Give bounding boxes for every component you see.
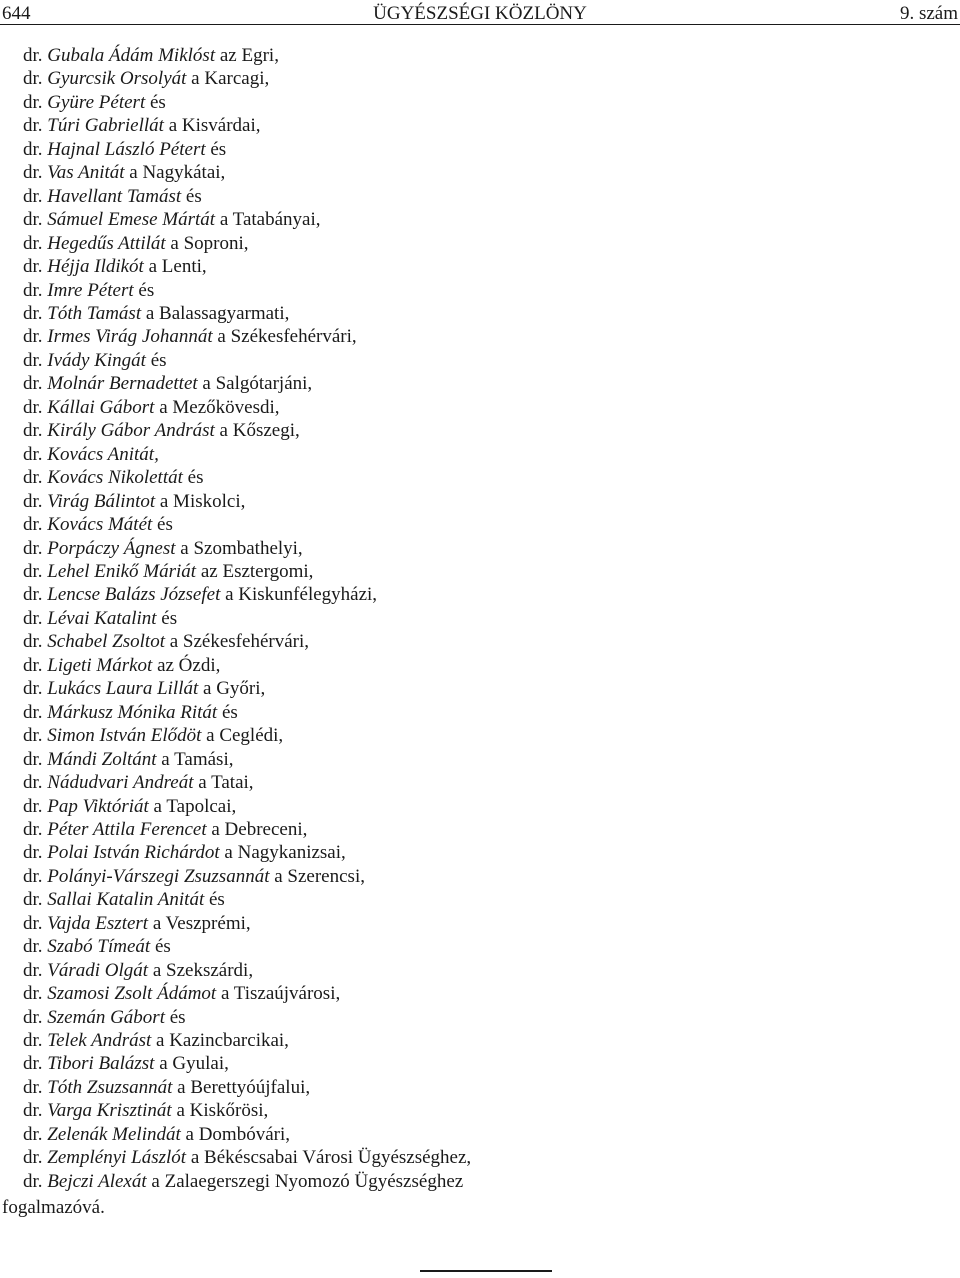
office-suffix: a Tiszaújvárosi, (220, 983, 341, 1005)
title-prefix: dr. (23, 514, 43, 536)
title-prefix: dr. (23, 490, 43, 512)
person-name: Kovács Nikolettát (47, 467, 183, 489)
office-suffix: a Tapolcai, (153, 795, 237, 817)
header-divider (0, 24, 960, 25)
title-prefix: dr. (23, 701, 43, 723)
office-suffix: a Nagykanizsai, (224, 842, 346, 864)
person-name: Kovács Anitát, (47, 443, 159, 465)
title-prefix: dr. (23, 326, 43, 348)
person-name: Márkusz Mónika Ritát (47, 701, 218, 723)
list-item (23, 748, 471, 771)
list-item (23, 583, 471, 606)
office-suffix: a Ceglédi, (206, 725, 284, 747)
person-name: Sallai Katalin Anitát (47, 889, 205, 911)
list-item (23, 724, 471, 747)
list-item (23, 959, 471, 982)
person-name: Zelenák Melindát (47, 1123, 181, 1145)
title-prefix: dr. (23, 537, 43, 559)
list-item (23, 560, 471, 583)
office-suffix: a Miskolci, (159, 490, 246, 512)
person-name: Vas Anitát (47, 162, 125, 184)
title-prefix: dr. (23, 138, 43, 160)
person-name: Porpáczy Ágnest (47, 537, 176, 559)
list-item (23, 91, 471, 114)
list-item (23, 443, 471, 466)
office-suffix: a Balassagyarmati, (145, 302, 290, 324)
office-suffix: a Berettyóújfalui, (177, 1076, 311, 1098)
list-item (23, 630, 471, 653)
list-item (23, 396, 471, 419)
title-prefix: dr. (23, 68, 43, 90)
title-prefix: dr. (23, 912, 43, 934)
list-item (23, 771, 471, 794)
office-suffix: a Lenti, (148, 256, 207, 278)
office-suffix: és (185, 185, 202, 207)
person-name: Kállai Gábort (47, 396, 155, 418)
office-suffix: a Tatai, (198, 772, 254, 794)
person-name: Polányi-Várszegi Zsuzsannát (47, 865, 270, 887)
person-name: Sámuel Emese Mártát (47, 209, 216, 231)
person-name: Túri Gabriellát (47, 115, 164, 137)
title-prefix: dr. (23, 936, 43, 958)
title-prefix: dr. (23, 349, 43, 371)
title-prefix: dr. (23, 1100, 43, 1122)
office-suffix: és (149, 91, 166, 113)
person-name: Tóth Zsuzsannát (47, 1076, 173, 1098)
office-suffix: és (208, 889, 225, 911)
title-prefix: dr. (23, 1006, 43, 1028)
person-name: Szemán Gábort (47, 1006, 165, 1028)
office-suffix: a Kiskőrösi, (176, 1100, 269, 1122)
person-name: Pap Viktóriát (47, 795, 149, 817)
list-item (23, 1052, 471, 1075)
title-prefix: dr. (23, 1076, 43, 1098)
person-name: Lencse Balázs Józsefet (47, 584, 221, 606)
person-name: Zemplényi Lászlót (47, 1147, 187, 1169)
title-prefix: dr. (23, 584, 43, 606)
list-item (23, 1006, 471, 1029)
list-item (23, 818, 471, 841)
title-prefix: dr. (23, 1123, 43, 1145)
person-name: Lukács Laura Lillát (47, 678, 199, 700)
person-name: Vajda Esztert (47, 912, 149, 934)
issue-number: 9. szám (899, 3, 958, 24)
page-header (0, 0, 960, 24)
page-number: 644 (2, 3, 31, 24)
person-name: Szabó Tímeát (47, 936, 151, 958)
office-suffix: a Szerencsi, (274, 865, 365, 887)
office-suffix: a Soproni, (170, 232, 249, 254)
office-suffix: az Egri, (219, 45, 279, 66)
office-suffix: a Békéscsabai Városi Ügyészséghez, (190, 1147, 472, 1169)
office-suffix: a Szombathelyi, (180, 537, 303, 559)
person-name: Nádudvari Andreát (47, 772, 194, 794)
office-suffix: a Mezőkövesdi, (159, 396, 280, 418)
office-suffix: és (138, 279, 155, 301)
office-suffix: a Szekszárdi, (152, 959, 254, 981)
list-item (23, 372, 471, 395)
office-suffix: a Nagykátai, (129, 162, 226, 184)
title-prefix: dr. (23, 302, 43, 324)
title-prefix: dr. (23, 185, 43, 207)
office-suffix: és (169, 1006, 186, 1028)
person-name: Havellant Tamást (47, 185, 182, 207)
office-suffix: és (154, 936, 171, 958)
person-name: Lehel Enikő Máriát (47, 560, 197, 582)
list-item (23, 701, 471, 724)
office-suffix: a Veszprémi, (152, 912, 251, 934)
title-prefix: dr. (23, 115, 43, 137)
office-suffix: és (187, 467, 204, 489)
closing-text: fogalmazóvá. (2, 1197, 105, 1218)
list-item (23, 302, 471, 325)
office-suffix: a Salgótarjáni, (202, 373, 313, 395)
list-item (23, 1146, 471, 1169)
title-prefix: dr. (23, 748, 43, 770)
list-item (23, 537, 471, 560)
list-item (23, 490, 471, 513)
office-suffix: a Kőszegi, (219, 420, 300, 442)
person-name: Gyurcsik Orsolyát (47, 68, 187, 90)
person-name: Varga Krisztinát (47, 1100, 172, 1122)
title-prefix: dr. (23, 279, 43, 301)
office-suffix: a Székesfehérvári, (217, 326, 357, 348)
title-prefix: dr. (23, 889, 43, 911)
title-prefix: dr. (23, 1170, 43, 1192)
list-item (23, 865, 471, 888)
title-prefix: dr. (23, 607, 43, 629)
title-prefix: dr. (23, 256, 43, 278)
list-item (23, 795, 471, 818)
list-item (23, 1029, 471, 1052)
person-name: Péter Attila Ferencet (47, 818, 207, 840)
list-item (23, 279, 471, 302)
person-name: Molnár Bernadettet (47, 373, 198, 395)
title-prefix: dr. (23, 373, 43, 395)
person-name: Gubala Ádám Miklóst (47, 45, 216, 66)
office-suffix: a Kazincbarcikai, (156, 1030, 289, 1052)
list-item (23, 1076, 471, 1099)
title-prefix: dr. (23, 45, 43, 66)
title-prefix: dr. (23, 396, 43, 418)
person-name: Kovács Mátét (47, 514, 153, 536)
list-item (23, 677, 471, 700)
person-name: Váradi Olgát (47, 959, 149, 981)
title-prefix: dr. (23, 1053, 43, 1075)
office-suffix: és (157, 514, 173, 536)
title-prefix: dr. (23, 678, 43, 700)
title-prefix: dr. (23, 467, 43, 489)
office-suffix: a Tatabányai, (219, 209, 321, 231)
person-name: Imre Pétert (47, 279, 134, 301)
office-suffix: az Ózdi, (157, 654, 221, 676)
office-suffix: és (161, 607, 178, 629)
list-item (23, 841, 471, 864)
person-name: Szamosi Zsolt Ádámot (47, 983, 217, 1005)
list-item (23, 255, 471, 278)
title-prefix: dr. (23, 232, 43, 254)
title-prefix: dr. (23, 162, 43, 184)
title-prefix: dr. (23, 725, 43, 747)
person-name: Polai István Richárdot (47, 842, 220, 864)
office-suffix: a Gyulai, (159, 1053, 229, 1075)
person-name: Telek Andrást (47, 1030, 152, 1052)
person-name: Irmes Virág Johannát (47, 326, 213, 348)
title-prefix: dr. (23, 842, 43, 864)
office-suffix: és (210, 138, 227, 160)
person-name: Hegedűs Attilát (47, 232, 166, 254)
person-name: Hajnal László Pétert (47, 138, 206, 160)
person-name: Mándi Zoltánt (47, 748, 157, 770)
title-prefix: dr. (23, 772, 43, 794)
list-item (23, 935, 471, 958)
person-name: Tóth Tamást (47, 302, 142, 324)
person-name: Lévai Katalint (47, 607, 157, 629)
title-prefix: dr. (23, 865, 43, 887)
office-suffix: a Tamási, (161, 748, 234, 770)
list-item (23, 982, 471, 1005)
office-suffix: a Kisvárdai, (168, 115, 261, 137)
title-prefix: dr. (23, 818, 43, 840)
title-prefix: dr. (23, 631, 43, 653)
list-item (23, 185, 471, 208)
office-suffix: és (221, 701, 238, 723)
office-suffix: a Kiskunfélegyházi, (225, 584, 378, 606)
title-prefix: dr. (23, 560, 43, 582)
person-name: Héjja Ildikót (47, 256, 144, 278)
list-item (23, 44, 471, 67)
list-item (23, 607, 471, 630)
list-item (23, 1099, 471, 1122)
title-prefix: dr. (23, 795, 43, 817)
list-item (23, 232, 471, 255)
list-item (23, 161, 471, 184)
list-item (23, 419, 471, 442)
office-suffix: az Esztergomi, (200, 560, 314, 582)
office-suffix: a Székesfehérvári, (169, 631, 309, 653)
list-item (23, 208, 471, 231)
publication-title: ÜGYÉSZSÉGI KÖZLÖNY (373, 3, 587, 24)
office-suffix: a Dombóvári, (185, 1123, 291, 1145)
person-name: Király Gábor Andrást (47, 420, 215, 442)
list-item (23, 654, 471, 677)
list-item (23, 1123, 471, 1146)
appointee-list (23, 44, 471, 1193)
title-prefix: dr. (23, 654, 43, 676)
list-item (23, 138, 471, 161)
office-suffix: a Győri, (203, 678, 266, 700)
office-suffix: a Debreceni, (211, 818, 308, 840)
person-name: Tibori Balázst (47, 1053, 155, 1075)
title-prefix: dr. (23, 420, 43, 442)
list-item (23, 114, 471, 137)
person-name: Ligeti Márkot (47, 654, 153, 676)
title-prefix: dr. (23, 983, 43, 1005)
title-prefix: dr. (23, 1030, 43, 1052)
list-item (23, 513, 471, 536)
footer-divider (420, 1270, 552, 1272)
title-prefix: dr. (23, 209, 43, 231)
title-prefix: dr. (23, 443, 43, 465)
list-item (23, 912, 471, 935)
person-name: Schabel Zsoltot (47, 631, 165, 653)
list-item (23, 349, 471, 372)
person-name: Simon István Elődöt (47, 725, 202, 747)
list-item (23, 1170, 471, 1193)
person-name: Ivády Kingát (47, 349, 146, 371)
list-item (23, 888, 471, 911)
list-item (23, 325, 471, 348)
person-name: Bejczi Alexát (47, 1170, 147, 1192)
office-suffix: és (150, 349, 167, 371)
office-suffix: a Zalaegerszegi Nyomozó Ügyészséghez (151, 1170, 464, 1192)
list-item (23, 67, 471, 90)
person-name: Virág Bálintot (47, 490, 156, 512)
title-prefix: dr. (23, 959, 43, 981)
title-prefix: dr. (23, 1147, 43, 1169)
office-suffix: a Karcagi, (191, 68, 270, 90)
list-item (23, 466, 471, 489)
person-name: Gyüre Pétert (47, 91, 146, 113)
title-prefix: dr. (23, 91, 43, 113)
